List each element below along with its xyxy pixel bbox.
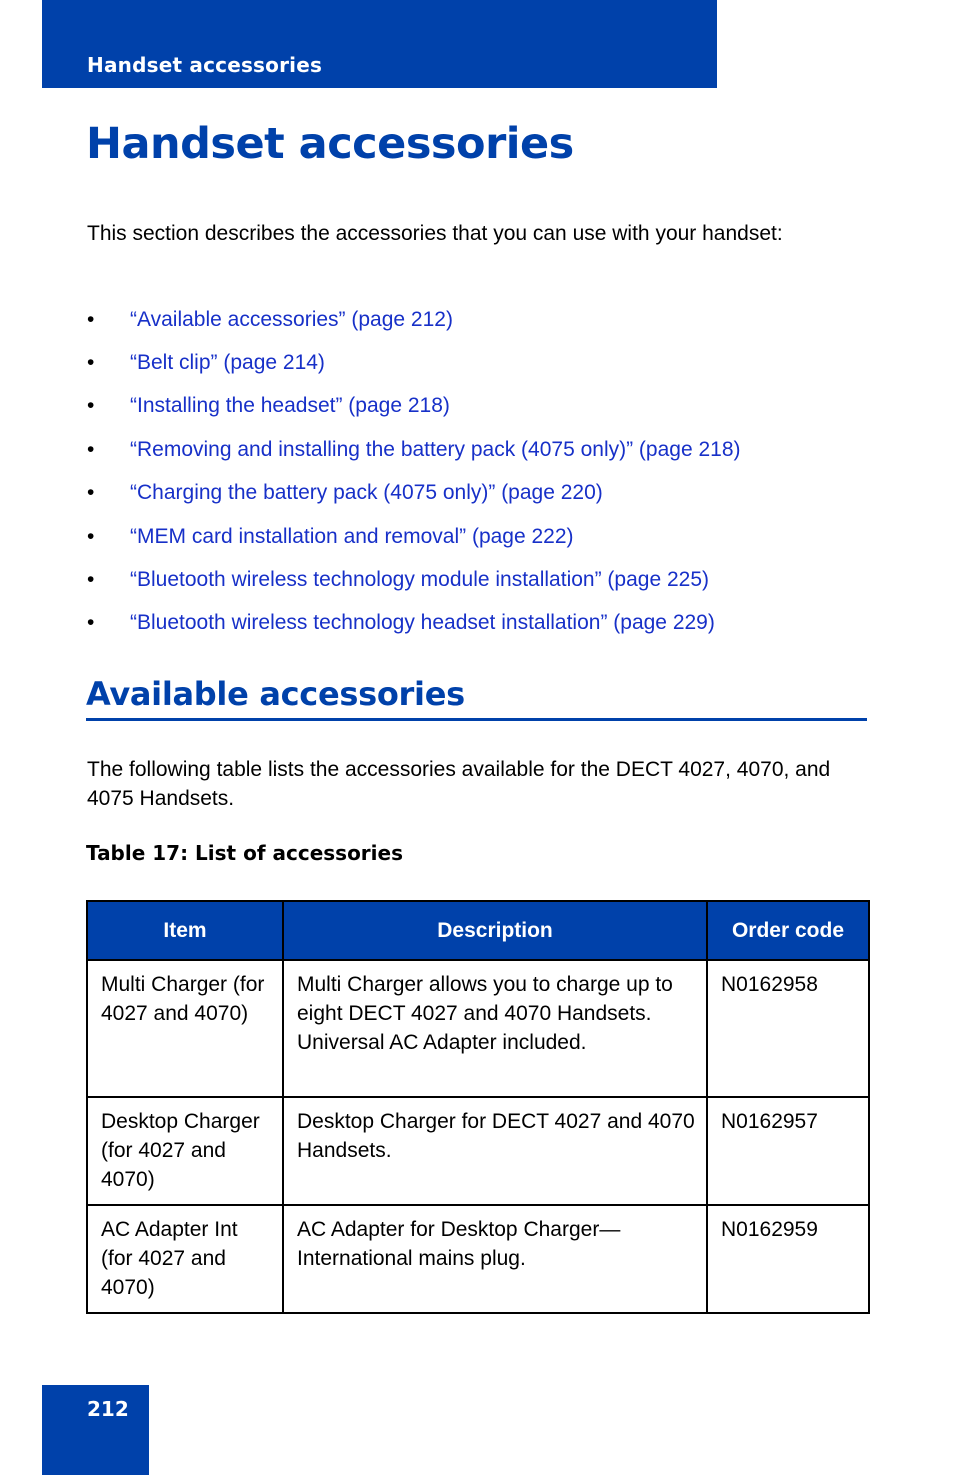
column-header-order-code: Order code: [707, 901, 869, 960]
table-row: [87, 1205, 869, 1313]
toc-link-bluetooth-headset[interactable]: “Bluetooth wireless technology headset installation” (page 229): [130, 611, 715, 634]
toc-link-bluetooth-module[interactable]: “Bluetooth wireless technology module installation” (page 225): [130, 568, 709, 591]
bullet-icon: •: [87, 351, 95, 374]
toc-link-mem-card[interactable]: “MEM card installation and removal” (page 222): [130, 525, 574, 548]
bullet-icon: •: [87, 481, 95, 504]
table-row: [87, 1097, 869, 1205]
item-cell: Multi Charger (for 4027 and 4070): [87, 960, 283, 1097]
page-title: Handset accessories: [86, 119, 574, 169]
bullet-icon: •: [87, 611, 95, 634]
table-caption: Table 17: List of accessories: [86, 841, 403, 865]
description-cell: AC Adapter for Desktop Charger—International mains plug.: [283, 1205, 707, 1313]
column-header-item: Item: [87, 901, 283, 960]
page-number: 212: [87, 1397, 129, 1421]
table-intro-paragraph: The following table lists the accessories available for the DECT 4027, 4070, and 4075 Handsets.: [87, 758, 831, 810]
bullet-icon: •: [87, 308, 95, 331]
bullet-icon: •: [87, 525, 95, 548]
toc-link-charging-battery[interactable]: “Charging the battery pack (4075 only)” (page 220): [130, 481, 603, 504]
running-header: Handset accessories: [87, 53, 323, 77]
column-header-description: Description: [283, 901, 707, 960]
section-divider: [86, 718, 867, 721]
section-title: Available accessories: [86, 675, 465, 713]
toc-link-available-accessories[interactable]: “Available accessories” (page 212): [130, 308, 453, 331]
order-code-cell: N0162957: [707, 1097, 869, 1205]
toc-link-battery-pack[interactable]: “Removing and installing the battery pack (4075 only)” (page 218): [130, 438, 741, 461]
order-code-cell: N0162959: [707, 1205, 869, 1313]
intro-paragraph: This section describes the accessories that you can use with your handset:: [87, 222, 783, 245]
description-cell: Desktop Charger for DECT 4027 and 4070 Handsets.: [283, 1097, 707, 1205]
item-cell: AC Adapter Int (for 4027 and 4070): [87, 1205, 283, 1313]
accessories-table: [86, 900, 870, 1314]
toc-link-installing-headset[interactable]: “Installing the headset” (page 218): [130, 394, 450, 417]
footer-band: [42, 1385, 149, 1475]
bullet-icon: •: [87, 438, 95, 461]
toc-link-belt-clip[interactable]: “Belt clip” (page 214): [130, 351, 325, 374]
table-row: [87, 960, 869, 1097]
description-cell: Multi Charger allows you to charge up to eight DECT 4027 and 4070 Handsets. Universal AC Adapter included.: [283, 960, 707, 1097]
bullet-icon: •: [87, 394, 95, 417]
bullet-icon: •: [87, 568, 95, 591]
item-cell: Desktop Charger (for 4027 and 4070): [87, 1097, 283, 1205]
table-header-row: [87, 901, 869, 960]
order-code-cell: N0162958: [707, 960, 869, 1097]
header-band: [42, 0, 717, 88]
